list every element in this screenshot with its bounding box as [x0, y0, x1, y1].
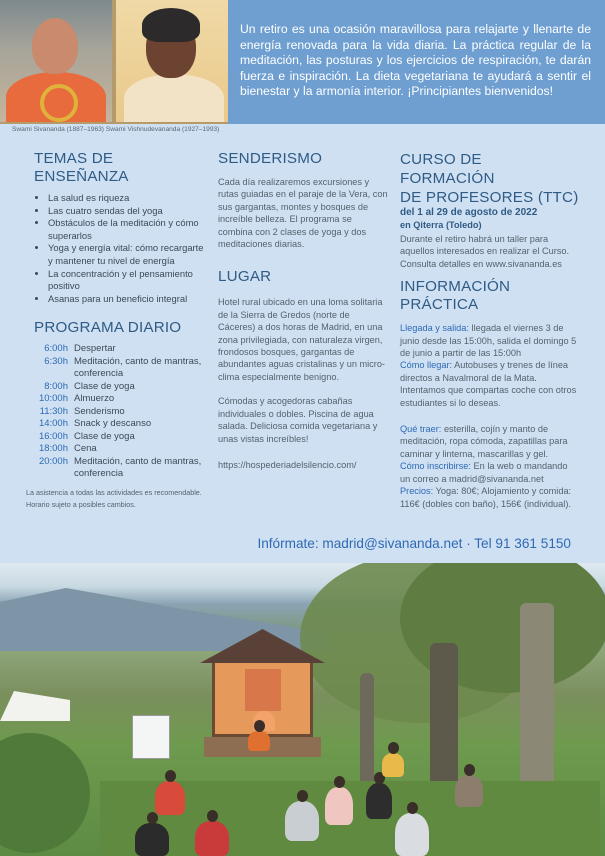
column-middle: [218, 150, 388, 471]
lugar-text-2: Cómodas y acogedoras cabañas individuales o dobles. Piscina de agua salada. Deliciosa comida vegetariana y unas vistas increíbles!: [218, 396, 378, 444]
info-title: INFORMACIÓN PRÁCTICA: [400, 278, 511, 314]
list-item: • Asanas para un beneficio integral: [48, 293, 204, 306]
photo-caption: Swami Sivananda (1887–1963) Swami Vishnudevananda (1927–1993): [12, 126, 220, 133]
list-item: • Las cuatro sendas del yoga: [48, 205, 204, 218]
schedule: [34, 343, 204, 481]
info-precios: Precios: Yoga: 80€; Alojamiento y comida: 116€ (dobles con baño), 156€ (individual).: [400, 486, 572, 509]
column-left: [26, 150, 204, 511]
programa-title: PROGRAMA DIARIO: [34, 319, 182, 337]
list-item: • La salud es riqueza: [48, 192, 204, 205]
lugar-text: Hotel rural ubicado en una loma solitaria de la Sierra de Gredos (norte de Cáceres) a dos horas de Madrid, en una zona privilegiada, con naturaleza virgen, frondosos bosques, gargantas de abundantes aguas cristalinas y un micro-clima especialmente benigno.: [218, 297, 385, 382]
schedule-row: 6:00h Despertar: [44, 343, 116, 355]
top-banner: [0, 0, 605, 124]
senderismo-title: SENDERISMO: [218, 150, 323, 167]
hotel-link[interactable]: https://hospederiadelsilencio.com/: [218, 459, 357, 470]
column-right: [400, 150, 580, 510]
schedule-note: La asistencia a todas las actividades es recomendable. Horario sujeto a posibles cambios.: [26, 487, 202, 509]
intro-text: Un retiro es una ocasión maravillosa para relajarte y llenarte de energía renovada para la vida diaria. La práctica regular de la meditación, las posturas y los ejercicios de respiración, te darán fuerza e inspiración. La dieta vegetariana te ayudará a sentir el bienestar y la armonía interior. ¡Principiantes bienvenidos!: [228, 0, 605, 124]
info-inscribirse: Cómo inscribirse: En la web o mandando un correo a madrid@sivananda.net: [400, 461, 568, 484]
senderismo-text: Cada día realizaremos excursiones y rutas guiadas en el paraje de la Vera, con sus gargantas, montes y bosques de increíble belleza. El programa se combina con 2 clases de yoga y dos meditaciones diarias.: [218, 177, 388, 250]
schedule-row: 10:00h Almuerzo: [38, 393, 115, 405]
photo-swami-vishnudevananda: [116, 0, 228, 122]
list-item: • Yoga y energía vital: cómo recargarte y mantener tu nivel de energía: [48, 242, 204, 267]
list-item: • Obstáculos de la meditación y cómo superarlos: [48, 217, 204, 242]
schedule-row: 11:30h Senderismo: [39, 405, 125, 417]
curso-text: Durante el retiro habrá un taller para aquellos interesados en realizar el Curso. Consulta detalles en www.sivananda.es: [400, 234, 570, 269]
curso-dates: del 1 al 29 de agosto de 2022: [400, 207, 538, 218]
lugar-title: LUGAR: [218, 268, 272, 286]
info-traer: Qué traer: esterilla, cojín y manto de meditación, ropa cómoda, zapatillas para caminar y linterna, mascarillas y gel.: [400, 424, 568, 459]
schedule-row: 14:00h Snack y descanso: [38, 418, 152, 430]
temas-list: [34, 192, 204, 305]
temas-title: TEMAS DE ENSEÑANZA: [34, 150, 129, 185]
schedule-row: 6:30h Meditación, canto de mantras, conferencia: [44, 355, 202, 380]
contact-line: Infórmate: madrid@sivananda.net · Tel 91 361 5150: [257, 536, 571, 551]
retreat-photo: [0, 563, 605, 856]
curso-title: CURSO DE FORMACIÓN DE PROFESORES (TTC): [400, 151, 579, 206]
photo-swami-sivananda: [0, 0, 112, 122]
schedule-row: 8:00h Clase de yoga: [44, 380, 135, 392]
list-item: • La concentración y el pensamiento positivo: [48, 268, 204, 293]
info-llegada: Llegada y salida: llegada el viernes 3 de junio desde las 15:00h, salida el domingo 5 de junio a partir de las 15:00h: [400, 323, 577, 359]
schedule-row: 20:00h Meditación, canto de mantras, conferencia: [38, 455, 202, 480]
schedule-row: 16:00h Clase de yoga: [38, 430, 135, 442]
curso-place: en Qiterra (Toledo): [400, 220, 482, 230]
info-llegar: Cómo llegar: Autobuses y trenes de línea directos a Navalmoral de la Mata. Intentamos que compartas coche con otros estudiantes si lo deseas.: [400, 360, 577, 408]
swamis-photos: [0, 0, 228, 124]
schedule-row: 18:00h Cena: [38, 443, 97, 455]
